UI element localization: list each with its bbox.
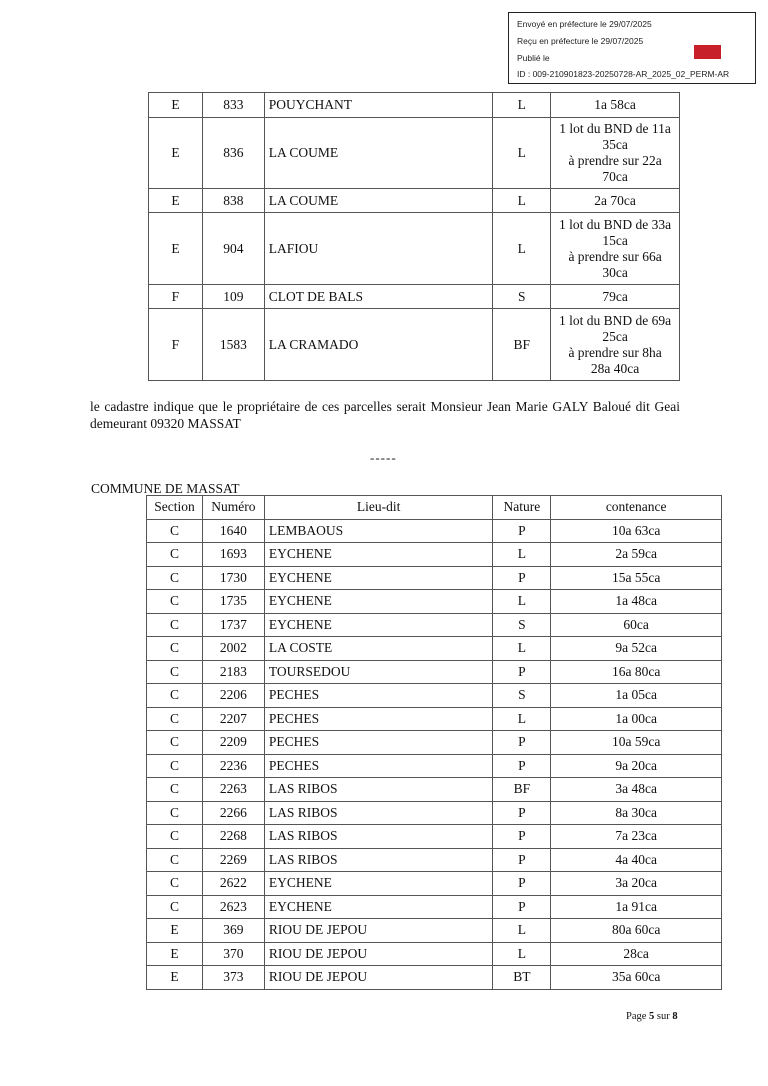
cell-lieu-dit: LAS RIBOS — [264, 778, 493, 802]
table-row — [147, 801, 722, 825]
cell-contenance — [551, 285, 680, 309]
table-row — [149, 93, 680, 118]
cell-nature: P — [493, 825, 551, 849]
cell-nature: L — [493, 942, 551, 966]
table-row — [149, 309, 680, 381]
cell-section: C — [147, 684, 203, 708]
cell-contenance — [551, 309, 680, 381]
contenance-line: 25ca — [602, 328, 628, 344]
cell-section: C — [147, 660, 203, 684]
page-number: Page 5 sur 8 — [626, 1011, 678, 1022]
contenance-line: à prendre sur 66a — [568, 248, 662, 264]
parcel-table-massat — [146, 495, 722, 990]
cell-numero: 373 — [202, 966, 264, 990]
cell-section: E — [149, 118, 203, 189]
cell-contenance: 3a 20ca — [551, 872, 722, 896]
table-row — [147, 919, 722, 943]
commune-title: COMMUNE DE MASSAT — [91, 481, 240, 496]
table-row — [147, 637, 722, 661]
table-row — [147, 566, 722, 590]
cell-contenance: 7a 23ca — [551, 825, 722, 849]
cell-section: F — [149, 285, 203, 309]
cell-nature: P — [493, 566, 551, 590]
cell-lieu-dit: RIOU DE JEPOU — [264, 942, 493, 966]
table-row — [147, 731, 722, 755]
cell-section: E — [147, 966, 203, 990]
cell-lieu-dit: EYCHENE — [264, 590, 493, 614]
cell-contenance: 9a 20ca — [551, 754, 722, 778]
cell-lieu-dit: LAS RIBOS — [264, 801, 493, 825]
cell-lieu-dit: POUYCHANT — [264, 93, 493, 118]
table-row — [147, 778, 722, 802]
cell-section: E — [147, 919, 203, 943]
cell-section: E — [149, 213, 203, 285]
cell-contenance — [551, 189, 680, 213]
contenance-line: 2a 70ca — [594, 192, 636, 208]
table-row — [147, 519, 722, 543]
cell-contenance: 8a 30ca — [551, 801, 722, 825]
cell-lieu-dit: LAS RIBOS — [264, 825, 493, 849]
table-row — [149, 285, 680, 309]
cell-section: C — [147, 637, 203, 661]
table-row — [147, 590, 722, 614]
cell-contenance: 3a 48ca — [551, 778, 722, 802]
cell-nature: L — [493, 919, 551, 943]
cell-lieu-dit: LEMBAOUS — [264, 519, 493, 543]
cell-lieu-dit: TOURSEDOU — [264, 660, 493, 684]
cell-lieu-dit: LA COSTE — [264, 637, 493, 661]
cell-nature: P — [493, 519, 551, 543]
cell-numero: 836 — [202, 118, 264, 189]
cell-section: C — [147, 872, 203, 896]
cell-lieu-dit: RIOU DE JEPOU — [264, 966, 493, 990]
cell-nature: L — [493, 93, 551, 118]
cell-lieu-dit: EYCHENE — [264, 613, 493, 637]
cell-contenance: 80a 60ca — [551, 919, 722, 943]
contenance-line: 35ca — [602, 137, 628, 152]
cell-contenance: 1a 91ca — [551, 895, 722, 919]
cell-contenance: 1a 00ca — [551, 707, 722, 731]
contenance-line: 1 lot du BND de 69a — [559, 312, 672, 328]
header-lieu-dit: Lieu-dit — [264, 496, 493, 520]
cell-section: C — [147, 731, 203, 755]
stamp-envoye: Envoyé en préfecture le 29/07/2025 — [517, 19, 652, 29]
cell-section: C — [147, 613, 203, 637]
cell-section: E — [149, 189, 203, 213]
cell-lieu-dit: LAFIOU — [264, 213, 493, 285]
header-section: Section — [147, 496, 203, 520]
cell-numero: 2263 — [202, 778, 264, 802]
cell-numero: 1693 — [202, 543, 264, 567]
cell-contenance: 28ca — [551, 942, 722, 966]
cell-lieu-dit: EYCHENE — [264, 872, 493, 896]
cell-numero: 838 — [202, 189, 264, 213]
cell-lieu-dit: LAS RIBOS — [264, 848, 493, 872]
prefecture-stamp — [508, 12, 756, 84]
parcel-table-1 — [148, 92, 680, 381]
stamp-publie: Publié le — [517, 53, 550, 63]
cell-lieu-dit: CLOT DE BALS — [264, 285, 493, 309]
cell-numero: 109 — [202, 285, 264, 309]
cell-contenance: 1a 05ca — [551, 684, 722, 708]
cell-lieu-dit: EYCHENE — [264, 543, 493, 567]
cell-contenance — [551, 213, 680, 285]
cell-numero: 2622 — [202, 872, 264, 896]
cell-section: C — [147, 519, 203, 543]
cell-section: E — [149, 93, 203, 118]
contenance-line: 1 lot du BND de 11a — [559, 121, 671, 136]
cell-numero: 2209 — [202, 731, 264, 755]
cell-numero: 2269 — [202, 848, 264, 872]
cell-section: C — [147, 590, 203, 614]
table-row — [147, 848, 722, 872]
table-row — [147, 684, 722, 708]
table-row — [147, 613, 722, 637]
cell-nature: P — [493, 731, 551, 755]
cell-contenance: 35a 60ca — [551, 966, 722, 990]
contenance-line: 70ca — [602, 169, 628, 184]
contenance-line: à prendre sur 8ha — [568, 344, 662, 360]
contenance-line: 79ca — [602, 288, 628, 304]
cell-numero: 2268 — [202, 825, 264, 849]
cell-nature: L — [493, 637, 551, 661]
cell-section: C — [147, 754, 203, 778]
cell-numero: 2623 — [202, 895, 264, 919]
header-nature: Nature — [493, 496, 551, 520]
cell-numero: 2266 — [202, 801, 264, 825]
cell-contenance — [551, 118, 680, 189]
cell-contenance: 2a 59ca — [551, 543, 722, 567]
separator: ----- — [370, 450, 397, 465]
cell-section: C — [147, 543, 203, 567]
cell-section: F — [149, 309, 203, 381]
owner-paragraph: le cadastre indique que le propriétaire de ces parcelles serait Monsieur Jean Marie GALY Baloué dit Geai demeurant 09320 MASSAT — [90, 399, 680, 431]
cell-section: C — [147, 801, 203, 825]
cell-lieu-dit: PECHES — [264, 707, 493, 731]
cell-nature: BF — [493, 309, 551, 381]
cell-nature: L — [493, 189, 551, 213]
table-row — [147, 895, 722, 919]
cell-section: C — [147, 895, 203, 919]
stamp-id: ID : 009-210901823-20250728-AR_2025_02_PERM-AR — [517, 69, 730, 79]
table-row — [147, 660, 722, 684]
cell-lieu-dit: LA CRAMADO — [264, 309, 493, 381]
cell-nature: L — [493, 213, 551, 285]
table-row — [149, 189, 680, 213]
table-row — [147, 754, 722, 778]
cell-numero: 2207 — [202, 707, 264, 731]
cell-nature: P — [493, 895, 551, 919]
cell-numero: 2183 — [202, 660, 264, 684]
cell-nature: P — [493, 872, 551, 896]
cell-nature: L — [493, 590, 551, 614]
cell-numero: 1737 — [202, 613, 264, 637]
cell-nature: BF — [493, 778, 551, 802]
cell-contenance: 1a 48ca — [551, 590, 722, 614]
cell-section: C — [147, 825, 203, 849]
table-row — [147, 942, 722, 966]
stamp-recu: Reçu en préfecture le 29/07/2025 — [517, 36, 644, 46]
cell-numero: 1640 — [202, 519, 264, 543]
cell-nature: P — [493, 660, 551, 684]
berger-levrault-logo — [694, 45, 721, 59]
cell-nature: P — [493, 754, 551, 778]
cell-section: C — [147, 778, 203, 802]
cell-lieu-dit: RIOU DE JEPOU — [264, 919, 493, 943]
cell-contenance: 10a 63ca — [551, 519, 722, 543]
cell-contenance: 4a 40ca — [551, 848, 722, 872]
cell-section: C — [147, 566, 203, 590]
contenance-line: 15ca — [602, 232, 628, 248]
cell-lieu-dit: PECHES — [264, 731, 493, 755]
cell-nature: S — [493, 613, 551, 637]
table-row — [147, 543, 722, 567]
cell-numero: 369 — [202, 919, 264, 943]
table-header-row — [147, 496, 722, 520]
cell-nature: BT — [493, 966, 551, 990]
cell-contenance: 16a 80ca — [551, 660, 722, 684]
cell-numero: 1583 — [202, 309, 264, 381]
cell-nature: L — [493, 543, 551, 567]
cell-numero: 1730 — [202, 566, 264, 590]
cell-lieu-dit: LA COUME — [264, 189, 493, 213]
cell-nature: L — [493, 118, 551, 189]
cell-lieu-dit: EYCHENE — [264, 566, 493, 590]
cell-contenance: 9a 52ca — [551, 637, 722, 661]
cell-numero: 904 — [202, 213, 264, 285]
cell-section: C — [147, 707, 203, 731]
cell-contenance: 10a 59ca — [551, 731, 722, 755]
cell-nature: P — [493, 848, 551, 872]
table-row — [147, 825, 722, 849]
cell-numero: 2206 — [202, 684, 264, 708]
cell-numero: 1735 — [202, 590, 264, 614]
cell-numero: 370 — [202, 942, 264, 966]
cell-lieu-dit: LA COUME — [264, 118, 493, 189]
cell-section: E — [147, 942, 203, 966]
cell-lieu-dit: PECHES — [264, 684, 493, 708]
cell-nature: S — [493, 684, 551, 708]
cell-numero: 2236 — [202, 754, 264, 778]
contenance-line: 1 lot du BND de 33a — [559, 216, 672, 232]
table-row — [149, 118, 680, 189]
contenance-line: 28a 40ca — [590, 360, 640, 376]
cell-nature: L — [493, 707, 551, 731]
cell-contenance: 60ca — [551, 613, 722, 637]
cell-numero: 2002 — [202, 637, 264, 661]
cell-numero: 833 — [202, 93, 264, 118]
table-row — [147, 872, 722, 896]
cell-section: C — [147, 848, 203, 872]
header-contenance: contenance — [551, 496, 722, 520]
cell-contenance: 15a 55ca — [551, 566, 722, 590]
table-row — [149, 213, 680, 285]
contenance-line: 1a 58ca — [594, 97, 636, 112]
cell-lieu-dit: PECHES — [264, 754, 493, 778]
cell-nature: S — [493, 285, 551, 309]
contenance-line: 30ca — [602, 264, 628, 280]
table-row — [147, 966, 722, 990]
cell-contenance — [551, 93, 680, 118]
table-row — [147, 707, 722, 731]
contenance-line: à prendre sur 22a — [568, 153, 662, 168]
cell-nature: P — [493, 801, 551, 825]
header-numero: Numéro — [202, 496, 264, 520]
cell-lieu-dit: EYCHENE — [264, 895, 493, 919]
